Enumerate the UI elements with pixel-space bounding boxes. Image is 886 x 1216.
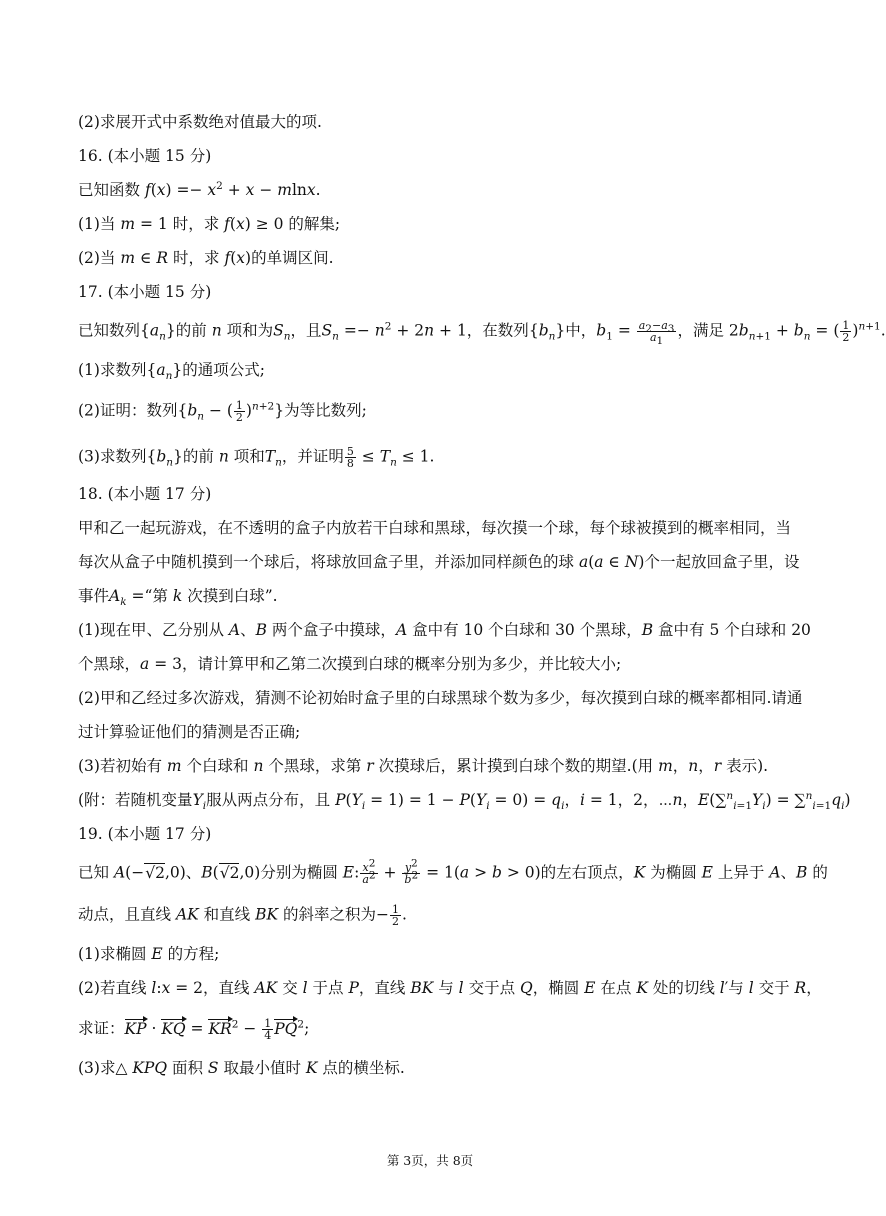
problem-19-part-3: (3)求△ KPQ 面积 S 取最小值时 K 点的横坐标. (78, 1059, 405, 1077)
problem-19-part-1: (1)求椭圆 E 的方程; (78, 945, 220, 963)
problem-19-part-2-line-1: (2)若直线 l:x = 2，直线 AK 交 l 于点 P，直线 BK 与 l 交于点 Q，椭圆 E 在点 K 处的切线 l′与 l 交于 R， (78, 979, 822, 997)
problem-16-part-1: (1)当 m = 1 时，求 f(x) ≥ 0 的解集; (78, 215, 341, 233)
problem-18-note: (附：若随机变量$Y_i$服从两点分布，且 $P(Y_i = 1) = 1 - P(Y_i = 0) = q_i$，i = 1，2，⋯n，$E(\sum^n_{i=1}Y_i) = \sum^n_{i=1}q_i$) (78, 789, 851, 813)
problem-18-part-1-line-1: (1)现在甲、乙分别从 A、B 两个盒子中摸球，A 盒中有 10 个白球和 30 个黑球，B 盒中有 5 个白球和 20 (78, 621, 811, 639)
problem-18-stem-line-2: 每次从盒子中随机摸到一个球后，将球放回盒子里，并添加同样颜色的球 a(a ∈ N)个一起放回盒子里，设 (78, 553, 800, 571)
problem-16-stem: 已知函数 $f(x) =- x^2 + x - mlnx$. (78, 179, 321, 199)
problem-18-stem-line-3: 事件$A_k$ =“第 k 次摸到白球”. (78, 587, 278, 609)
problem-18-part-3: (3)若初始有 m 个白球和 n 个黑球，求第 r 次摸球后，累计摸到白球个数的期望.(用 m，n，r 表示). (78, 757, 769, 775)
problem-18-stem-line-1: 甲和乙一起玩游戏，在不透明的盒子内放若干白球和黑球，每次摸一个球，每个球被摸到的概率相同，当 (78, 519, 792, 537)
page-footer: 第 3页，共 8页 (386, 1153, 474, 1168)
problem-16-heading: 16. (本小题 15 分) (78, 147, 212, 165)
problem-18-part-2-line-2: 过计算验证他们的猜测是否正确; (78, 723, 301, 741)
problem-17-heading: 17. (本小题 15 分) (78, 283, 212, 301)
problem-18-heading: 18. (本小题 17 分) (78, 485, 212, 503)
problem-17-part-3: (3)求数列$\{b_n\}$的前 n 项和$T_n$，并证明 $\frac{5}{8}$ ≤ $T_n \le 1$. (78, 445, 435, 470)
problem-18-part-1-line-2: 个黑球，a = 3，请计算甲和乙第二次摸到白球的概率分别为多少，并比较大小; (78, 655, 622, 673)
problem-19-heading: 19. (本小题 17 分) (78, 825, 212, 843)
problem-18-part-2-line-1: (2)甲和乙经过多次游戏，猜测不论初始时盒子里的白球黑球个数为多少，每次摸到白球的概率都相同.请通 (78, 689, 803, 707)
prev-question-part-2: (2)求展开式中系数绝对值最大的项. (78, 113, 322, 131)
problem-17-part-2: (2)证明：数列{$b_n$ − ( $\frac{1}{2}$ )$^{n+2}$}为等比数列; (78, 399, 367, 424)
problem-19-stem-line-2: 动点，且直线 AK 和直线 BK 的斜率之积为− $\frac{1}{2}$ . (78, 903, 407, 928)
problem-16-part-2: (2)当 m ∈ R 时，求 f(x)的单调区间. (78, 249, 334, 267)
problem-19-stem-line-1: 已知 A(−√2,0)、B(√2,0)分别为椭圆 E: $\frac{x^2}{a^2}$ + $\frac{y^2}{b^2}$ = 1(a > b > 0)的左右顶点，K 为椭圆 E 上异于 A、B 的 (78, 857, 828, 886)
problem-19-part-2-line-2: 求证：KP · KQ = $KR^2$ − $\frac{1}{4}$ $PQ^2$; (78, 1017, 310, 1042)
problem-17-stem: 已知数列$\{a_n\}$的前 n 项和为$S_n$，且$S_n =- n^2 + 2n + 1$，在数列$\{b_n\}$中，$b_1$ = $\frac{a_2-a_3}{a_1}$ ，满足 $2b_{n+1} + b_n$ = ( $\frac{1}{2}$ )$^{n+1}$. (78, 319, 886, 348)
problem-17-part-1: (1)求数列$\{a_n\}$的通项公式; (78, 361, 265, 383)
